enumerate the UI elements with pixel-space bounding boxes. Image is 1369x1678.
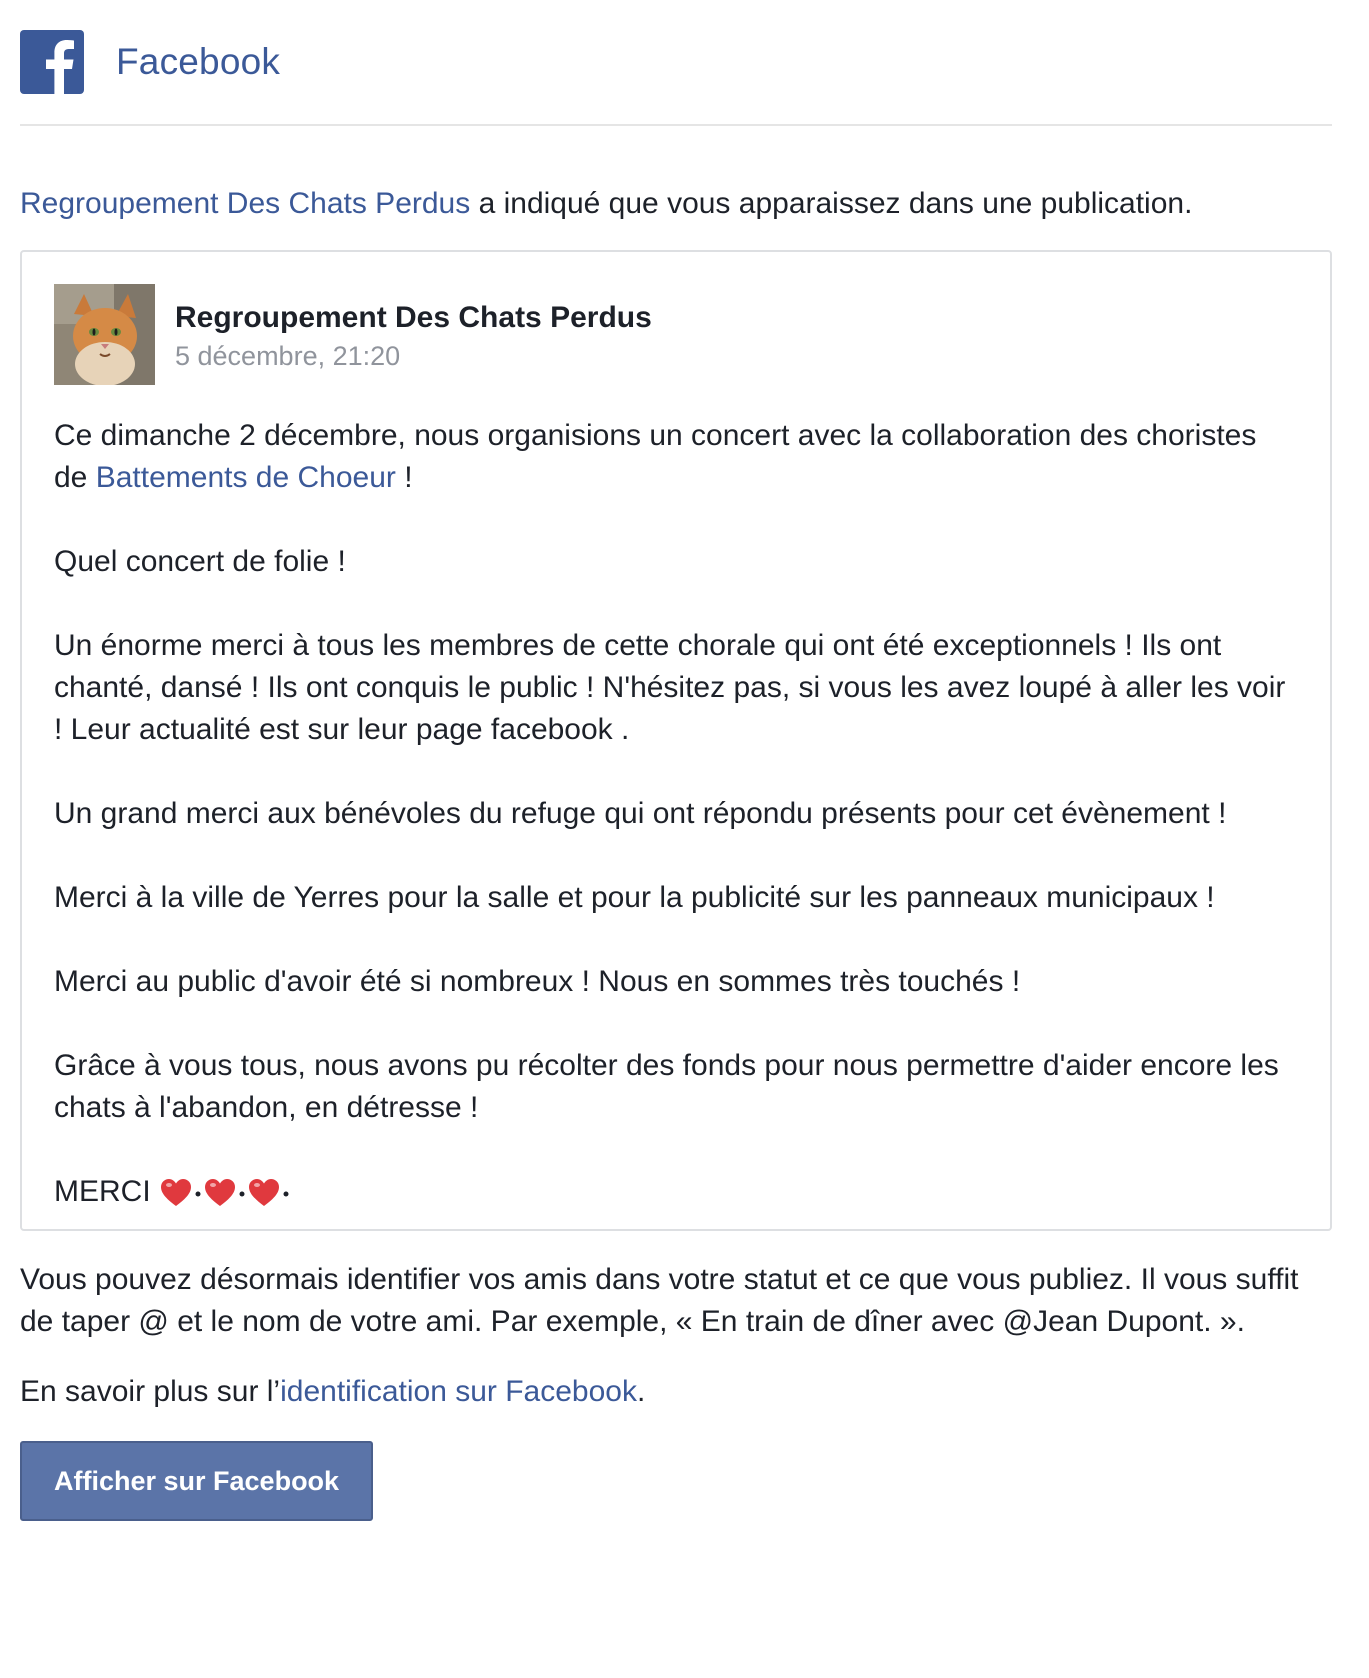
merci-text: MERCI	[54, 1175, 151, 1208]
header	[20, 28, 1332, 96]
post-paragraph: Quel concert de folie !	[54, 545, 346, 578]
tagging-help-link[interactable]: identification sur Facebook	[280, 1375, 637, 1408]
brand-name[interactable]: Facebook	[116, 41, 281, 82]
tagging-info: Vous pouvez désormais identifier vos amis dans votre statut et ce que vous publiez. Il vous suffit de taper @ et le nom de votre ami. Par exemple, « En train de dîner avec @Jean Dupont. ».	[20, 1263, 1299, 1338]
post-timestamp[interactable]: 5 décembre, 21:20	[175, 340, 401, 371]
header-divider	[20, 124, 1332, 126]
post-author-name[interactable]: Regroupement Des Chats Perdus	[175, 300, 652, 334]
post-paragraph-merci	[54, 1171, 1298, 1213]
post-author-meta	[175, 300, 652, 374]
notice-line	[20, 184, 1332, 224]
post-paragraph: Un énorme merci à tous les membres de cette chorale qui ont été exceptionnels ! Ils ont chanté, dansé ! Ils ont conquis le public ! N'hésitez pas, si vous les avez loupé à aller les voir ! Leur actualité est sur leur page facebook .	[54, 629, 1286, 746]
facebook-f-icon[interactable]	[20, 30, 84, 94]
view-on-facebook-button[interactable]: Afficher sur Facebook	[20, 1441, 373, 1521]
post-author-row	[54, 284, 1298, 385]
learn-more-line	[20, 1371, 1332, 1413]
learn-more-period: .	[636, 1375, 646, 1408]
cat-photo-avatar[interactable]	[54, 284, 155, 385]
email-notification	[20, 28, 1332, 1521]
post-paragraph: Un grand merci aux bénévoles du refuge qui ont répondu présents pour cet évènement !	[54, 797, 1227, 830]
post-paragraph: Merci au public d'avoir été si nombreux ! Nous en sommes très touchés !	[54, 965, 1021, 998]
page-link[interactable]: Regroupement Des Chats Perdus	[20, 187, 471, 220]
post-body	[54, 415, 1298, 1213]
post-card	[20, 250, 1332, 1231]
learn-more-text: En savoir plus sur l’	[20, 1375, 281, 1408]
post-paragraph: Merci à la ville de Yerres pour la salle et pour la publicité sur les panneaux municipaux !	[54, 881, 1215, 914]
choir-link[interactable]: Battements de Choeur	[95, 461, 396, 494]
post-text: !	[395, 461, 413, 494]
heart-icons	[159, 1176, 291, 1210]
post-paragraph: Grâce à vous tous, nous avons pu récolter des fonds pour nous permettre d'aider encore les chats à l'abandon, en détresse !	[54, 1049, 1279, 1124]
post-text: Ce dimanche 2 décembre, nous organisions un concert avec la collaboration des choristes de	[54, 419, 1257, 494]
post-paragraph	[54, 415, 1298, 499]
notice-text: a indiqué que vous apparaissez dans une publication.	[470, 187, 1193, 220]
